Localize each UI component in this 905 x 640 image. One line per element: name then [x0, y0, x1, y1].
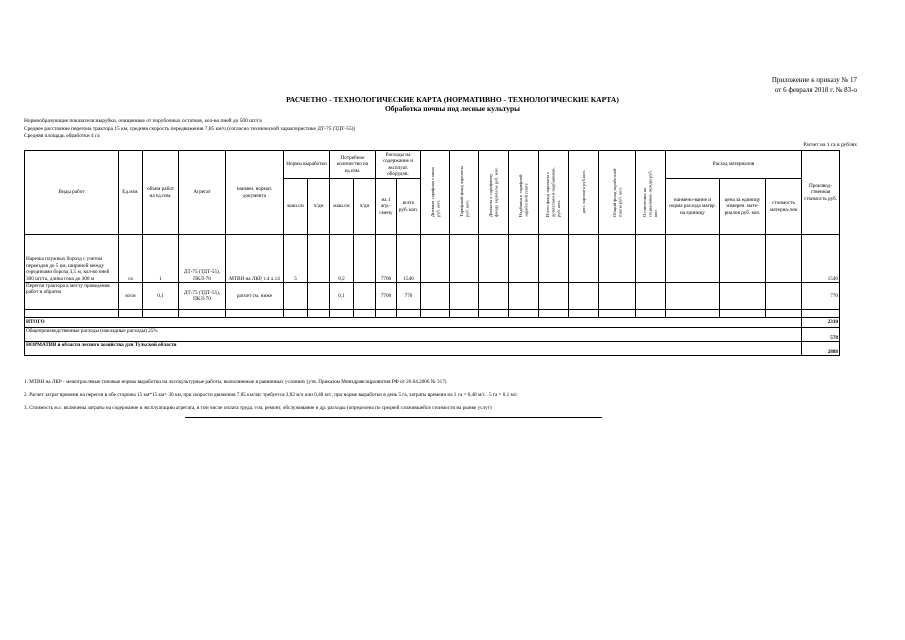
footnote-3: 3. Стоимость м.с. включены затраты на содержание и эксплуатацию агрегата, в том числе оплата труда, гсм, ремонт, обслуживание и др. расходы (определена по средней сложившейся стоимости на рынке услуг)	[24, 405, 492, 411]
summary-value: 2888	[802, 342, 840, 356]
row-doc: МТВН на ЛКР, т.4 л.14	[226, 235, 284, 283]
header-work-type: Виды работ	[25, 151, 119, 235]
row-unit: га	[119, 235, 143, 283]
footnote-1: 1. МТВН на ЛКР - межотраслевые типовые нормы выработки на лесокультурные работы, выполняемые в равнинных условиях (утв. Приказом Минздравсоцразвития РФ от 26.04.2006 № 317)	[24, 379, 447, 385]
row-volume: 0,1	[143, 283, 179, 310]
header-costs: Расходы на содержание и эксплуат. оборудов.	[376, 151, 421, 179]
summary-label: ИТОГО	[25, 318, 802, 328]
row-volume: 1	[143, 235, 179, 283]
normative-notes	[24, 118, 355, 141]
signature-line	[185, 417, 602, 418]
row-cost-per: 7700	[376, 283, 397, 310]
header-mat-price: цена за единицу измерен. мате-риалов руб. коп.	[720, 179, 766, 235]
header-need-ch: ч/дн	[354, 179, 376, 235]
note-1: Нормообразующие показатели:вырубки, очищенные от порубочных остатков, кол-во пней до 500 шт/га	[24, 118, 262, 124]
row-aggregate: ДТ-75 (ТДТ-55), ПКЛ-70	[179, 235, 226, 283]
row-work: Перегон трактора к месту проведения работ и обратно	[25, 283, 119, 310]
appendix-line-2: от 6 февраля 2018 г. № 83-о	[774, 86, 857, 94]
header-tariff-fund: Тарифный фонд зарплаты руб. коп.	[450, 151, 479, 235]
title-sub: Обработка почвы под лесные культуры	[384, 104, 521, 113]
header-volume: объем работ на ед.изм.	[143, 151, 179, 235]
note-2: Среднее расстояние перегона трактора 15 км, средняя скорость передвижения 7,85 км/ч (согласно технической характеристике ДТ-75 (ТДТ-55))	[24, 125, 356, 132]
row-need-mash: 0,2	[330, 235, 354, 283]
header-total-fund: Итого фонд зарплаты с доплатами и надбавками, руб. коп.	[539, 151, 569, 235]
row-doc: расчет см. ниже	[226, 283, 284, 310]
header-prod-cost: Производ-ственная стоимость руб.	[802, 151, 840, 235]
table-row	[25, 235, 840, 283]
header-need: Потребное количество на ед.изм.	[330, 151, 376, 179]
footnote-2: 2. Расчет затрат времени на перегон в обе стороны 15 км*15 км= 30 км, при скорости движения 7,85 км/час требуется 3,82 м/ч или 0,48 м/с, при норме выработки в день 5 га, затраты времени на 1 га = 0,48 м/с . 5 га = 0,1 м/с	[24, 392, 518, 398]
table-row	[25, 283, 840, 310]
title-main: РАСЧЕТНО - ТЕХНОЛОГИЧЕСКИЕ КАРТА (НОРМАТИВНО - ТЕХНОЛОГИЧЕСКИЕ КАРТА)	[286, 95, 619, 104]
row-cost-total: 770	[397, 283, 421, 310]
header-need-mash: маш.см	[330, 179, 354, 235]
summary-label: НОРМАТИВ в области лесного хозяйства для Тульской области	[25, 342, 802, 356]
header-extra-pay: доп. зарплата руб.коп.	[569, 151, 599, 235]
header-daily-rate: Дневная тарифная ставка руб. коп.	[421, 151, 450, 235]
header-mat-name: наимено-вание и норма расхода матер. на единицу	[666, 179, 720, 235]
header-materials: Расход материалов	[666, 151, 802, 179]
header-norms: Нормы выработки	[284, 151, 330, 179]
header-allowance: Надбавки к тарифной заработной плате	[509, 151, 539, 235]
row-cost-per: 7700	[376, 235, 397, 283]
appendix-reference	[772, 75, 857, 95]
row-norm-mash: 5	[284, 235, 308, 283]
summary-row	[25, 342, 840, 356]
header-costs-total: всего руб. коп.	[397, 179, 421, 235]
summary-row	[25, 328, 840, 342]
table-row-empty	[25, 310, 840, 318]
header-social: Отчисления на социальные нужды руб. коп	[636, 151, 666, 235]
summary-label: Общепроизводственные расходы (накладные расходы) 25%	[25, 328, 802, 342]
summary-value: 578	[802, 328, 840, 342]
row-prod-cost: 1540	[802, 235, 840, 283]
calc-note: Расчет на 1 га в рублях	[803, 142, 857, 148]
header-bonus: Доплаты к тарифному фонду зарплаты руб. коп.	[479, 151, 509, 235]
row-prod-cost: 770	[802, 283, 840, 310]
row-work: Нарезка плужных борозд с учетом переездов до 5 км, шириной между серединами борозд 3,5 м, кол-во пней 300 шт/га, длина гона до 300 м	[25, 235, 119, 283]
header-mat-cost: стоимость материа-лов	[766, 179, 802, 235]
header-unit: Ед.изм.	[119, 151, 143, 235]
header-common-fund: Общий фонд заработной платы руб. коп.	[599, 151, 636, 235]
row-aggregate: ДТ-75 (ТДТ-55), ПКЛ-70	[179, 283, 226, 310]
row-need-mash: 0,1	[330, 283, 354, 310]
tech-card-table	[24, 150, 840, 356]
row-unit: м/см	[119, 283, 143, 310]
header-norm-doc: наимен. нормат. документа	[226, 151, 284, 235]
header-norms-ch: ч/дн	[308, 179, 330, 235]
header-aggregate: Агрегат	[179, 151, 226, 235]
summary-row	[25, 318, 840, 328]
header-costs-per: на 1 агр.-смену	[376, 179, 397, 235]
summary-value: 2310	[802, 318, 840, 328]
row-cost-total: 1540	[397, 235, 421, 283]
row-norm-mash	[284, 283, 308, 310]
appendix-line-1: Приложение к приказу № 17	[771, 76, 857, 84]
document-title	[0, 95, 905, 113]
note-3: Средняя площадь обработки 4 га	[24, 133, 100, 140]
header-norms-mash: маш.см	[284, 179, 308, 235]
